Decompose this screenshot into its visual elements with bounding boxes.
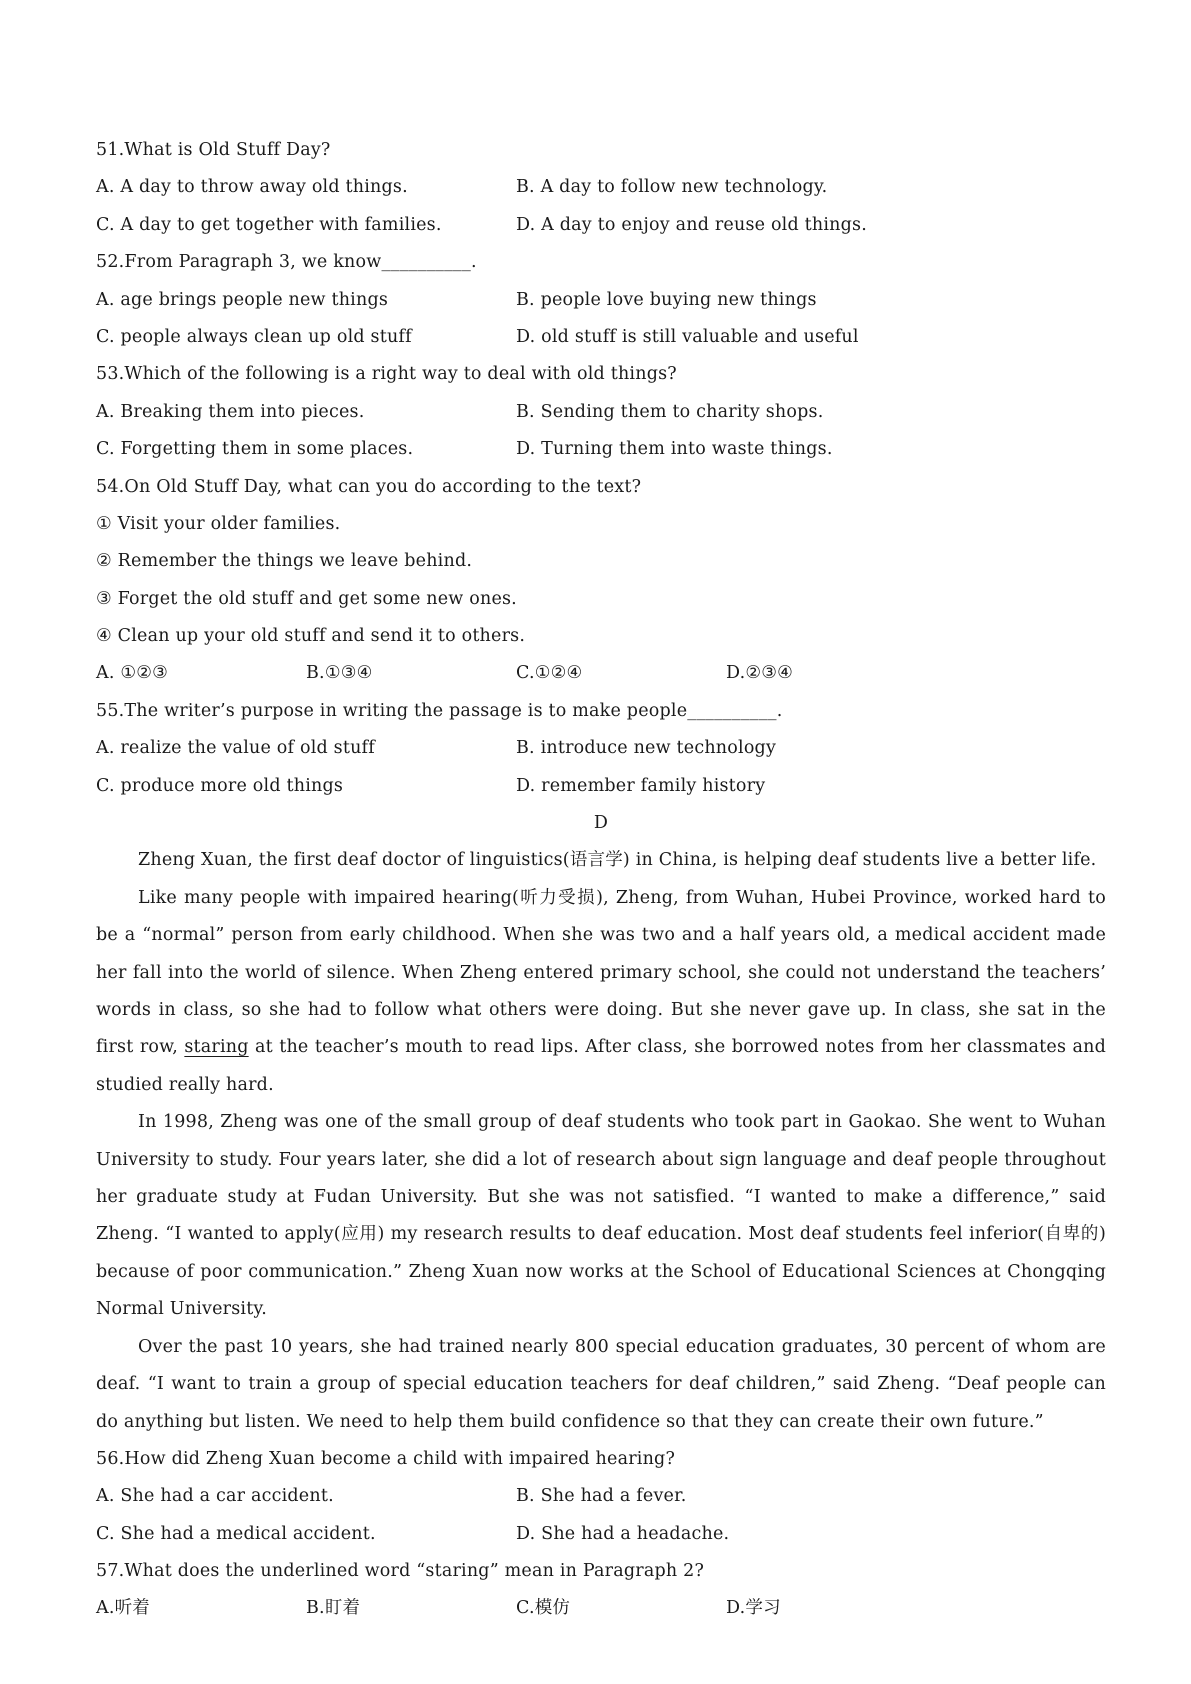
question-56-option-a: A. She had a car accident. (96, 1486, 334, 1507)
question-51-options-row-2 (96, 207, 1106, 244)
question-54-item-4: ④ Clean up your old stuff and send it to others. (96, 626, 526, 647)
question-53-options-row-1 (96, 394, 1106, 431)
question-57-option-a: A.听着 (96, 1598, 151, 1619)
question-56-option-d: D. She had a headache. (516, 1523, 730, 1544)
question-55-stem: 55.The writer’s purpose in writing the passage is to make people__________. (96, 700, 783, 721)
question-51-option-d: D. A day to enjoy and reuse old things. (516, 214, 867, 235)
question-54-item-3: ③ Forget the old stuff and get some new ones. (96, 588, 517, 609)
question-51-stem: 51.What is Old Stuff Day? (96, 140, 331, 160)
question-56-options-row-1 (96, 1478, 1106, 1515)
question-56-stem: 56.How did Zheng Xuan become a child with impaired hearing? (96, 1448, 676, 1469)
passage-paragraph-4: Over the past 10 years, she had trained nearly 800 special education graduates, 30 percent of whom are deaf. “I want to train a group of special education teachers for deaf children,” said Zheng. “Deaf people can do anything but listen. We need to help them build confidence so that they can create their own future.” (96, 1336, 1106, 1432)
question-57-option-b: B.盯着 (306, 1598, 361, 1619)
question-52-option-b: B. people love buying new things (516, 289, 817, 310)
question-52-option-a: A. age brings people new things (96, 289, 389, 310)
question-51-option-c: C. A day to get together with families. (96, 214, 442, 235)
question-52-option-d: D. old stuff is still valuable and useful (516, 326, 859, 347)
question-55-option-c: C. produce more old things (96, 775, 344, 796)
question-53-option-d: D. Turning them into waste things. (516, 439, 833, 460)
question-54-options (96, 655, 1106, 692)
question-52-option-c: C. people always clean up old stuff (96, 326, 412, 347)
question-55-options-row-1 (96, 730, 1106, 767)
passage-paragraph-3: In 1998, Zheng was one of the small group of deaf students who took part in Gaokao. She went to Wuhan University to study. Four years later, she did a lot of research about sign language and deaf people throughout her graduate study at Fudan University. But she was not satisfied. “I wanted to make a difference,” said Zheng. “I wanted to apply(应用) my research results to deaf education. Most deaf students feel inferior(自卑的) because of poor communication.” Zheng Xuan now works at the School of Educational Sciences at Chongqing Normal University. (96, 1112, 1106, 1320)
question-51-option-a: A. A day to throw away old things. (96, 177, 408, 198)
question-56-option-c: C. She had a medical accident. (96, 1523, 376, 1544)
section-d-heading: D (593, 813, 609, 834)
question-54-item-2: ② Remember the things we leave behind. (96, 551, 473, 572)
question-54-option-b: B.①③④ (306, 663, 373, 684)
question-53-options-row-2 (96, 431, 1106, 468)
underlined-word-staring: staring (184, 1037, 249, 1058)
question-54-item-1: ① Visit your older families. (96, 513, 341, 534)
question-52-options-row-1 (96, 282, 1106, 319)
question-57-option-d: D.学习 (726, 1598, 781, 1619)
question-54-option-a: A. ①②③ (96, 663, 169, 684)
passage-paragraph-1: Zheng Xuan, the first deaf doctor of linguistics(语言学) in China, is helping deaf students live a better life. (138, 850, 1097, 871)
question-57-stem: 57.What does the underlined word “staring” mean in Paragraph 2? (96, 1561, 705, 1582)
question-57-options (96, 1590, 1106, 1627)
question-57-option-c: C.模仿 (516, 1598, 571, 1619)
passage-paragraph-2 (96, 880, 1106, 1104)
question-54-option-c: C.①②④ (516, 663, 583, 684)
question-55-option-b: B. introduce new technology (516, 738, 777, 759)
question-51-option-b: B. A day to follow new technology. (516, 177, 828, 198)
question-54-stem: 54.On Old Stuff Day, what can you do according to the text? (96, 476, 642, 497)
question-56-option-b: B. She had a fever. (516, 1486, 687, 1507)
question-53-option-a: A. Breaking them into pieces. (96, 401, 365, 422)
question-55-option-a: A. realize the value of old stuff (96, 738, 375, 759)
question-51-options-row-1 (96, 169, 1106, 206)
question-56-options-row-2 (96, 1516, 1106, 1553)
question-55-options-row-2 (96, 768, 1106, 805)
question-54-option-d: D.②③④ (726, 663, 794, 684)
question-53-stem: 53.Which of the following is a right way to deal with old things? (96, 364, 677, 385)
passage-paragraph-2-part-1: Like many people with impaired hearing(听力受损), Zheng, from Wuhan, Hubei Province, worked hard to be a “normal” person from early childhood. When she was two and a half years old, a medical accident made her fall into the world of silence. When Zheng entered primary school, she could not understand the teachers’ words in class, so she had to follow what others were doing. But she never gave up. In class, she sat in the first row, (96, 887, 1106, 1058)
question-52-stem: 52.From Paragraph 3, we know__________. (96, 252, 477, 273)
exam-page (96, 132, 1106, 1628)
question-53-option-c: C. Forgetting them in some places. (96, 439, 414, 460)
passage-paragraph-2-part-2: at the teacher’s mouth to read lips. After class, she borrowed notes from her classmates and studied really hard. (96, 1037, 1106, 1095)
question-53-option-b: B. Sending them to charity shops. (516, 401, 824, 422)
question-52-options-row-2 (96, 319, 1106, 356)
question-55-option-d: D. remember family history (516, 775, 766, 796)
